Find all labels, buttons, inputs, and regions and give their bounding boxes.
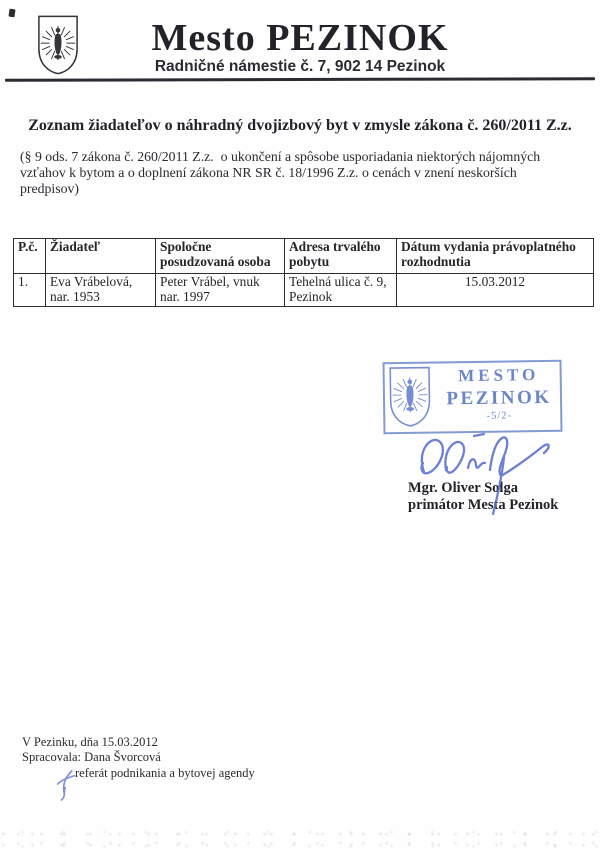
cell-decision-date: 15.03.2012 — [397, 274, 594, 307]
initials-mark — [53, 768, 81, 802]
stamp-text — [443, 365, 556, 423]
stamp-line-pezinok: PEZINOK — [446, 386, 552, 410]
applicants-table — [13, 238, 594, 307]
cell-co-assessed: Peter Vrábel, vnuk nar. 1997 — [156, 274, 285, 307]
stamp-line-number: -5/2- — [486, 410, 513, 422]
signatory-block — [408, 480, 558, 513]
footer-department: referát podnikania a bytovej agendy — [75, 765, 255, 780]
signatory-name: Mgr. Oliver Solga — [408, 480, 518, 496]
table-row — [14, 274, 594, 307]
header-cell-decision-date: Dátum vydania právoplatného rozhodnutia — [397, 239, 594, 274]
header-cell-co-assessed: Spoločne posudzovaná osoba — [156, 239, 285, 274]
footer-place-date: V Pezinku, dňa 15.03.2012 — [22, 735, 158, 749]
cell-number: 1. — [14, 274, 46, 307]
stamp-crest-icon — [388, 366, 433, 429]
legal-reference: (§ 9 ods. 7 zákona č. 260/2011 Z.z. o ukončení a spôsobe usporiadania niektorých nájomných vzťahov k bytom a o doplnení zákona NR SR č. 18/1996 Z.z. o cenách v znení neskorších predpisov) — [20, 149, 544, 196]
signatory-role: primátor Mesta Pezinok — [408, 496, 559, 513]
cell-applicant: Eva Vrábelová, nar. 1953 — [46, 274, 156, 307]
header-cell-address: Adresa trvalého pobytu — [285, 239, 397, 274]
stamp-line-mesto: MESTO — [458, 365, 540, 386]
org-name: Mesto PEZINOK — [151, 17, 449, 59]
org-address: Radničné námestie č. 7, 902 14 Pezinok — [154, 58, 446, 75]
header-rule — [5, 77, 595, 81]
table-header-row — [14, 239, 594, 274]
header-cell-number: P.č. — [14, 239, 46, 274]
footer-prepared-by: Spracovala: Dana Švorcová — [22, 750, 161, 765]
official-stamp — [383, 360, 563, 434]
scan-noise-band — [0, 828, 600, 850]
header-cell-applicant: Žiadateľ — [46, 239, 156, 274]
document-title: Zoznam žiadateľov o náhradný dvojizbový byt v zmysle zákona č. 260/2011 Z.z. — [28, 117, 572, 134]
cell-address: Tehelná ulica č. 9, Pezinok — [285, 274, 397, 307]
